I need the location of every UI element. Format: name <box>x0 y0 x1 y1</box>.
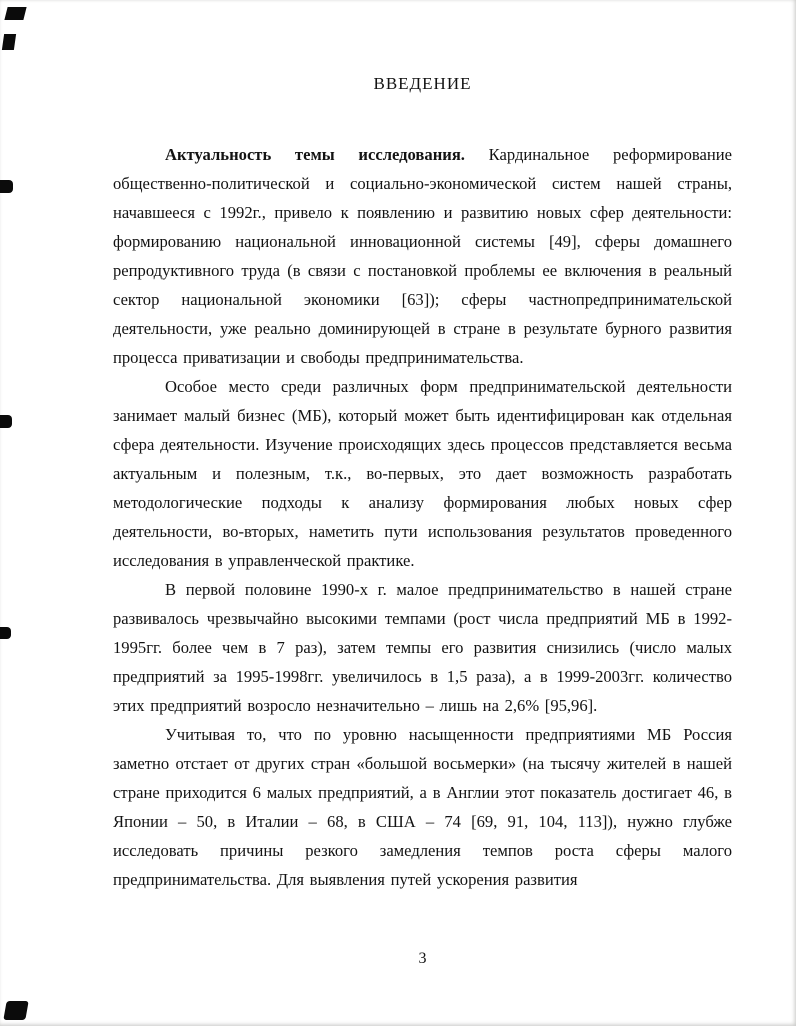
paragraph <box>113 575 732 720</box>
paragraph-text: Особое место среди различных форм предпринимательской деятельности занимает малый бизнес (МБ), который может быть идентифицирован как отдельная сфера деятельности. Изучение происходящих здесь процессов представляется весьма актуальным и полезным, т.к., во-первых, это дает возможность разработать методологические подходы к анализу формирования любых новых сфер деятельности, во-вторых, наметить пути использования результатов проведенного исследования в управленческой практике. <box>113 377 732 570</box>
paragraph-text: В первой половине 1990-х г. малое предпринимательство в нашей стране развивалось чрезвычайно высокими темпами (рост числа предприятий МБ в 1992-1995гг. более чем в 7 раз), затем темпы его развития снизились (число малых предприятий за 1995-1998гг. увеличилось в 1,5 раза), а в 1999-2003гг. количество этих предприятий возросло незначительно – лишь на 2,6% [95,96]. <box>113 580 732 715</box>
scan-artifact <box>0 415 12 428</box>
scan-artifact <box>0 180 13 193</box>
paragraph-text: Кардинальное реформирование общественно-политической и социально-экономической систем нашей страны, начавшееся с 1992г., привело к появлению и развитию новых сфер деятельности: формированию национальной инновационной системы [49], сферы домашнего репродуктивного труда (в связи с постановкой проблемы ее включения в реальный сектор национальной экономики [63]); сферы частнопредпринимательской деятельности, уже реально доминирующей в стране в результате бурного развития процесса приватизации и свободы предпринимательства. <box>113 145 732 367</box>
scan-artifact <box>3 1001 28 1020</box>
scan-artifact <box>4 7 26 20</box>
paragraph <box>113 140 732 372</box>
paragraph-text: Учитывая то, что по уровню насыщенности предприятиями МБ Россия заметно отстает от других стран «большой восьмерки» (на тысячу жителей в нашей стране приходится 6 малых предприятий, а в Англии этот показатель достигает 46, в Японии – 50, в Италии – 68, в США – 74 [69, 91, 104, 113]), нужно глубже исследовать причины резкого замедления темпов роста сферы малого предпринимательства. Для выявления путей ускорения развития <box>113 725 732 889</box>
paragraph <box>113 372 732 575</box>
scan-artifact <box>0 627 11 639</box>
paragraph-lead: Актуальность темы исследования. <box>165 145 489 164</box>
page-number: 3 <box>418 950 427 967</box>
scan-artifact <box>2 34 16 50</box>
paragraph <box>113 720 732 894</box>
page-title: ВВЕДЕНИЕ <box>373 74 472 93</box>
page-content <box>113 74 732 894</box>
